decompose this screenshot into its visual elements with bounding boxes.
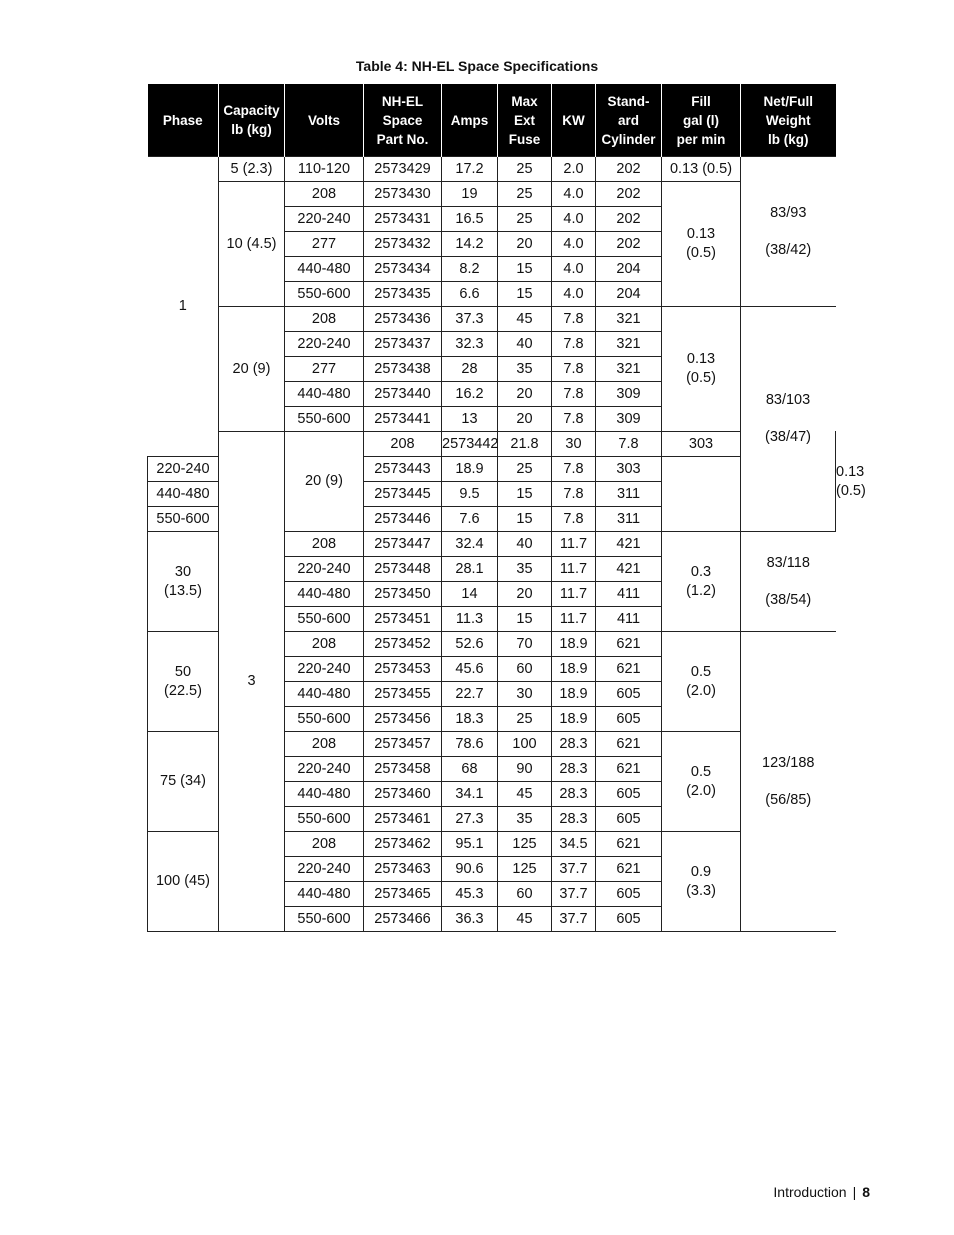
table-cell: 28.1 — [442, 557, 498, 582]
table-cell: 68 — [442, 757, 498, 782]
table-cell: 2573441 — [364, 407, 442, 432]
table-cell: 4.0 — [552, 207, 596, 232]
table-cell: 20 — [498, 582, 552, 607]
table-cell: 277 — [285, 357, 364, 382]
table-cell: 0.5 (2.0) — [662, 632, 741, 732]
table-cell: 100 (45) — [148, 832, 219, 932]
table-cell: 202 — [596, 182, 662, 207]
table-cell: 2573453 — [364, 657, 442, 682]
table-cell: 34.5 — [552, 832, 596, 857]
table-cell: 7.6 — [442, 507, 498, 532]
table-cell: 15 — [498, 507, 552, 532]
table-cell: 90.6 — [442, 857, 498, 882]
table-cell: 22.7 — [442, 682, 498, 707]
table-cell: 0.13 (0.5) — [662, 182, 741, 307]
table-cell: 550-600 — [285, 282, 364, 307]
table-row — [148, 182, 836, 207]
table-cell: 110-120 — [285, 157, 364, 182]
table-cell: 36.3 — [442, 907, 498, 932]
table-cell: 2573448 — [364, 557, 442, 582]
table-cell: 18.9 — [442, 457, 498, 482]
table-cell: 2573455 — [364, 682, 442, 707]
column-header: Stand- ard Cylinder — [596, 84, 662, 157]
table-cell: 605 — [596, 907, 662, 932]
table-cell: 208 — [285, 307, 364, 332]
table-cell: 2573442 — [442, 432, 498, 457]
table-cell: 70 — [498, 632, 552, 657]
table-cell: 83/93 (38/42) — [741, 157, 836, 307]
table-cell: 2573462 — [364, 832, 442, 857]
table-cell: 311 — [596, 482, 662, 507]
table-cell: 2573430 — [364, 182, 442, 207]
table-cell: 2573460 — [364, 782, 442, 807]
column-header: Fill gal (l) per min — [662, 84, 741, 157]
table-cell: 605 — [596, 682, 662, 707]
page-number: 8 — [862, 1184, 870, 1200]
column-header: KW — [552, 84, 596, 157]
table-cell: 28.3 — [552, 757, 596, 782]
table-cell: 2573434 — [364, 257, 442, 282]
table-cell: 11.7 — [552, 557, 596, 582]
table-row — [148, 307, 836, 332]
table-cell: 605 — [596, 707, 662, 732]
table-cell: 2573435 — [364, 282, 442, 307]
table-cell: 605 — [596, 807, 662, 832]
table-cell: 4.0 — [552, 232, 596, 257]
table-cell: 2573456 — [364, 707, 442, 732]
table-cell: 21.8 — [498, 432, 552, 457]
table-cell: 2573451 — [364, 607, 442, 632]
table-cell: 100 — [498, 732, 552, 757]
table-cell: 411 — [596, 607, 662, 632]
table-cell: 25 — [498, 707, 552, 732]
table-cell: 421 — [596, 532, 662, 557]
table-cell: 50 (22.5) — [148, 632, 219, 732]
table-cell: 15 — [498, 282, 552, 307]
table-cell: 83/118 (38/54) — [741, 532, 836, 632]
table-cell: 440-480 — [285, 682, 364, 707]
table-cell: 125 — [498, 857, 552, 882]
table-cell: 2.0 — [552, 157, 596, 182]
column-header: Amps — [442, 84, 498, 157]
table-cell: 7.8 — [552, 457, 596, 482]
table-cell: 621 — [596, 832, 662, 857]
table-cell: 2573466 — [364, 907, 442, 932]
table-cell: 2573438 — [364, 357, 442, 382]
table-cell: 10 (4.5) — [219, 182, 285, 307]
table-cell: 19 — [442, 182, 498, 207]
table-cell: 309 — [596, 382, 662, 407]
table-cell: 16.5 — [442, 207, 498, 232]
table-cell: 2573446 — [364, 507, 442, 532]
table-cell: 440-480 — [285, 382, 364, 407]
table-cell: 2573443 — [364, 457, 442, 482]
table-cell: 32.3 — [442, 332, 498, 357]
table-row — [148, 157, 836, 182]
table-cell: 605 — [596, 782, 662, 807]
table-cell: 550-600 — [285, 707, 364, 732]
table-cell: 4.0 — [552, 282, 596, 307]
table-cell: 14 — [442, 582, 498, 607]
table-cell: 4.0 — [552, 257, 596, 282]
table-cell: 220-240 — [285, 857, 364, 882]
table-cell: 83/103 (38/47) — [741, 307, 836, 532]
table-cell: 550-600 — [148, 507, 219, 532]
table-cell: 45 — [498, 307, 552, 332]
table-cell: 220-240 — [285, 207, 364, 232]
table-cell: 220-240 — [285, 657, 364, 682]
table-cell: 621 — [596, 632, 662, 657]
table-cell: 440-480 — [285, 782, 364, 807]
spec-table — [147, 84, 866, 932]
table-cell: 15 — [498, 607, 552, 632]
table-cell: 52.6 — [442, 632, 498, 657]
table-cell: 550-600 — [285, 807, 364, 832]
table-cell: 220-240 — [285, 757, 364, 782]
table-cell: 550-600 — [285, 607, 364, 632]
table-cell: 2573452 — [364, 632, 442, 657]
table-cell: 440-480 — [148, 482, 219, 507]
table-cell: 321 — [596, 357, 662, 382]
table-cell: 45 — [498, 907, 552, 932]
table-cell: 37.3 — [442, 307, 498, 332]
table-cell: 20 (9) — [285, 432, 364, 532]
table-cell: 621 — [596, 757, 662, 782]
table-cell: 30 — [498, 682, 552, 707]
table-cell: 30 (13.5) — [148, 532, 219, 632]
table-cell: 11.7 — [552, 532, 596, 557]
footer-separator: | — [852, 1184, 857, 1200]
table-cell: 25 — [498, 157, 552, 182]
table-cell: 277 — [285, 232, 364, 257]
table-cell: 125 — [498, 832, 552, 857]
table-cell: 35 — [498, 557, 552, 582]
table-cell: 208 — [285, 532, 364, 557]
table-cell: 220-240 — [285, 557, 364, 582]
table-cell: 20 (9) — [219, 307, 285, 432]
table-cell: 2573463 — [364, 857, 442, 882]
table-cell: 14.2 — [442, 232, 498, 257]
table-cell: 28 — [442, 357, 498, 382]
table-cell: 5 (2.3) — [219, 157, 285, 182]
table-cell: 208 — [364, 432, 442, 457]
table-cell: 311 — [596, 507, 662, 532]
column-header: Capacity lb (kg) — [219, 84, 285, 157]
table-cell: 30 — [552, 432, 596, 457]
table-cell: 20 — [498, 382, 552, 407]
table-cell: 208 — [285, 832, 364, 857]
table-cell: 18.9 — [552, 632, 596, 657]
table-cell: 1 — [148, 157, 219, 457]
table-cell: 208 — [285, 732, 364, 757]
table-cell: 32.4 — [442, 532, 498, 557]
table-cell: 9.5 — [442, 482, 498, 507]
table-cell: 303 — [596, 457, 662, 482]
table-cell: 18.9 — [552, 657, 596, 682]
table-cell: 321 — [596, 332, 662, 357]
table-cell: 37.7 — [552, 907, 596, 932]
table-cell: 440-480 — [285, 882, 364, 907]
table-cell: 18.9 — [552, 707, 596, 732]
table-cell: 7.8 — [552, 357, 596, 382]
table-cell: 25 — [498, 457, 552, 482]
table-cell: 11.7 — [552, 607, 596, 632]
table-cell: 0.5 (2.0) — [662, 732, 741, 832]
table-cell: 28.3 — [552, 807, 596, 832]
column-header: NH-EL Space Part No. — [364, 84, 442, 157]
table-cell: 8.2 — [442, 257, 498, 282]
table-cell: 2573461 — [364, 807, 442, 832]
table-cell: 2573465 — [364, 882, 442, 907]
column-header: Net/Full Weight lb (kg) — [741, 84, 836, 157]
table-cell: 7.8 — [552, 482, 596, 507]
table-cell: 202 — [596, 207, 662, 232]
table-cell: 220-240 — [285, 332, 364, 357]
column-header: Phase — [148, 84, 219, 157]
table-cell: 20 — [498, 232, 552, 257]
table-cell: 7.8 — [552, 332, 596, 357]
table-cell: 25 — [498, 207, 552, 232]
table-cell: 123/188 (56/85) — [741, 632, 836, 932]
table-cell: 2573458 — [364, 757, 442, 782]
table-cell: 621 — [596, 857, 662, 882]
table-cell: 95.1 — [442, 832, 498, 857]
table-cell: 208 — [285, 632, 364, 657]
table-cell: 220-240 — [148, 457, 219, 482]
table-cell: 7.8 — [552, 407, 596, 432]
table-cell: 321 — [596, 307, 662, 332]
table-cell: 35 — [498, 357, 552, 382]
table-cell: 28.3 — [552, 782, 596, 807]
table-cell: 0.3 (1.2) — [662, 532, 741, 632]
table-cell: 550-600 — [285, 907, 364, 932]
page-footer — [773, 1184, 870, 1200]
table-cell: 421 — [596, 557, 662, 582]
table-cell: 37.7 — [552, 882, 596, 907]
table-cell: 28.3 — [552, 732, 596, 757]
table-cell: 7.8 — [552, 307, 596, 332]
table-cell: 15 — [498, 482, 552, 507]
table-cell: 2573447 — [364, 532, 442, 557]
table-cell: 18.9 — [552, 682, 596, 707]
table-cell: 17.2 — [442, 157, 498, 182]
table-body — [148, 157, 866, 932]
table-cell: 11.3 — [442, 607, 498, 632]
table-cell: 2573437 — [364, 332, 442, 357]
table-cell: 40 — [498, 332, 552, 357]
table-cell: 4.0 — [552, 182, 596, 207]
table-cell: 621 — [596, 657, 662, 682]
table-cell: 3 — [219, 432, 285, 932]
table-cell: 2573436 — [364, 307, 442, 332]
table-cell: 16.2 — [442, 382, 498, 407]
table-cell: 2573440 — [364, 382, 442, 407]
table-cell: 35 — [498, 807, 552, 832]
table-cell: 204 — [596, 257, 662, 282]
table-cell: 78.6 — [442, 732, 498, 757]
table-cell: 7.8 — [552, 382, 596, 407]
table-cell: 2573445 — [364, 482, 442, 507]
table-cell: 13 — [442, 407, 498, 432]
table-cell: 2573450 — [364, 582, 442, 607]
table-cell: 440-480 — [285, 582, 364, 607]
table-cell: 605 — [596, 882, 662, 907]
table-cell: 40 — [498, 532, 552, 557]
column-header: Volts — [285, 84, 364, 157]
table-cell: 15 — [498, 257, 552, 282]
table-cell: 37.7 — [552, 857, 596, 882]
table-header-row — [148, 84, 836, 157]
table-cell: 204 — [596, 282, 662, 307]
table-cell: 303 — [662, 432, 741, 457]
table-cell: 75 (34) — [148, 732, 219, 832]
table-cell: 0.13 (0.5) — [662, 157, 741, 182]
table-cell: 45 — [498, 782, 552, 807]
table-cell: 2573432 — [364, 232, 442, 257]
table-cell: 550-600 — [285, 407, 364, 432]
table-cell: 7.8 — [596, 432, 662, 457]
table-cell: 0.13 (0.5) — [662, 307, 741, 432]
table-cell: 27.3 — [442, 807, 498, 832]
table-cell: 34.1 — [442, 782, 498, 807]
table-cell: 621 — [596, 732, 662, 757]
table-cell: 20 — [498, 407, 552, 432]
table-row: 3 20 (9) 208 2573442 21.8 30 7.8 303 0.13 (0.5) — [148, 432, 836, 457]
table-cell: 7.8 — [552, 507, 596, 532]
table-cell: 0.9 (3.3) — [662, 832, 741, 932]
column-header: Max Ext Fuse — [498, 84, 552, 157]
table-cell: 411 — [596, 582, 662, 607]
table-cell: 202 — [596, 157, 662, 182]
table-cell: 45.3 — [442, 882, 498, 907]
table-cell: 90 — [498, 757, 552, 782]
table-cell: 2573429 — [364, 157, 442, 182]
table-cell: 60 — [498, 882, 552, 907]
table-cell: 440-480 — [285, 257, 364, 282]
table-cell: 202 — [596, 232, 662, 257]
table-cell: 208 — [285, 182, 364, 207]
table-cell: 2573457 — [364, 732, 442, 757]
table-cell: 309 — [596, 407, 662, 432]
table-cell: 2573431 — [364, 207, 442, 232]
table-cell: 60 — [498, 657, 552, 682]
table-cell: 18.3 — [442, 707, 498, 732]
table-title: Table 4: NH-EL Space Specifications — [355, 58, 599, 74]
table-cell: 6.6 — [442, 282, 498, 307]
table-cell: 11.7 — [552, 582, 596, 607]
footer-section: Introduction — [773, 1184, 847, 1200]
table-cell: 25 — [498, 182, 552, 207]
table-cell: 45.6 — [442, 657, 498, 682]
